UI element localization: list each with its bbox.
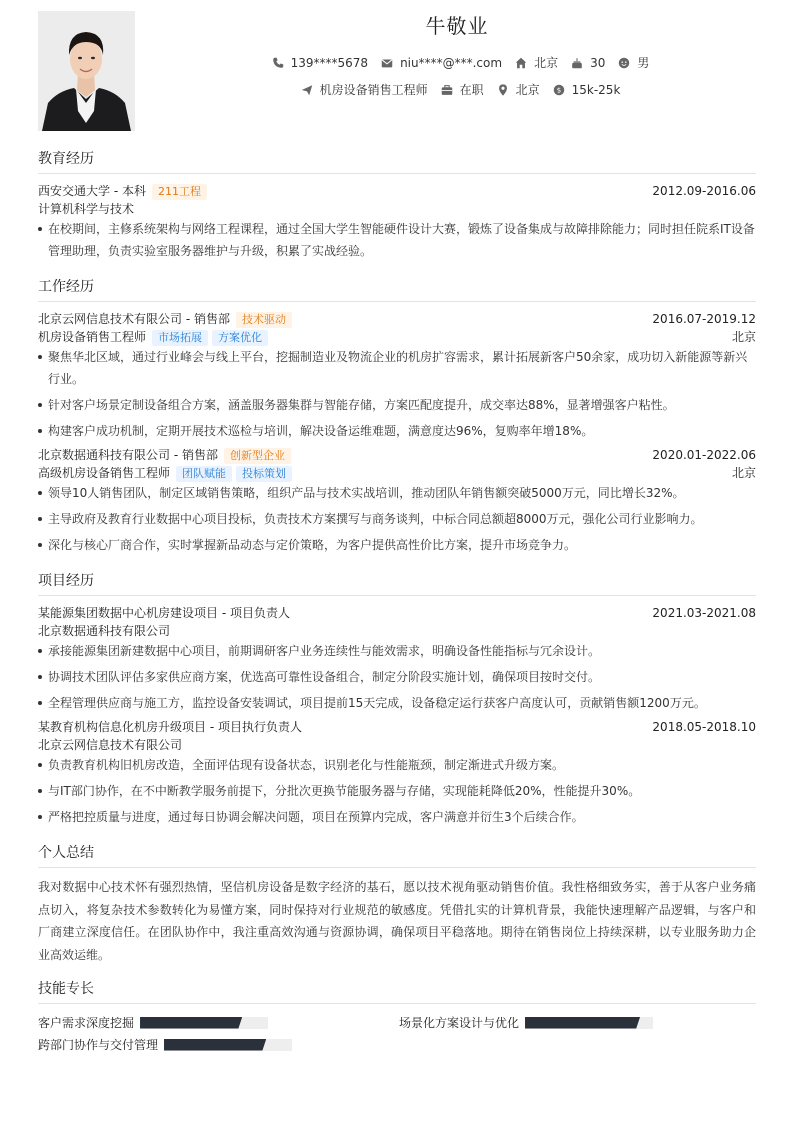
education-head [38, 182, 756, 200]
profile-photo [38, 11, 135, 131]
status-text: 在职 [459, 83, 484, 97]
job-date: 2016.07-2019.12 [652, 311, 756, 326]
major-text: 计算机科学与技术 [38, 201, 135, 216]
job-location: 北京 [731, 329, 756, 344]
list-item: 在校期间，主修系统架构与网络工程课程，通过全国大学生智能硬件设计大赛，锻炼了设备集成与故障排除能力；同时担任院系IT设备管理助理，负责实验室服务器维护与升级，积累了实战经验。 [38, 218, 756, 262]
project-name-line: 某能源集团数据中心机房建设项目 - 项目负责人 [38, 605, 290, 620]
gender-info [617, 54, 649, 71]
role-tag: 团队赋能 [176, 466, 232, 482]
project-entry [38, 718, 756, 828]
job-bullets [38, 346, 756, 442]
list-item: 承接能源集团新建数据中心项目，前期调研客户业务连续性与能效需求，明确设备性能指标与冗余设计。 [38, 640, 756, 662]
list-item: 聚焦华北区域，通过行业峰会与线上平台，挖掘制造业及物流企业的机房扩容需求，累计拓展新客户50余家，成功切入新能源等新兴行业。 [38, 346, 756, 390]
project-company: 北京数据通科技有限公司 [38, 623, 171, 638]
gender-text: 男 [637, 56, 650, 70]
city-info [496, 81, 540, 98]
role-tag: 市场拓展 [152, 330, 208, 346]
school-tag: 211工程 [152, 184, 207, 200]
candidate-name: 牛敬业 [425, 14, 489, 38]
project-head [38, 604, 756, 622]
job-role-row [38, 328, 756, 346]
contact-info-row [150, 54, 770, 71]
project-head [38, 718, 756, 736]
project-date: 2021.03-2021.08 [652, 605, 756, 620]
section-title: 教育经历 [38, 150, 756, 174]
project-name-line: 某教育机构信息化机房升级项目 - 项目执行负责人 [38, 719, 302, 734]
job-role-row [38, 464, 756, 482]
status-info [440, 81, 484, 98]
skill-item [399, 1014, 653, 1031]
project-bullets [38, 754, 756, 828]
list-item: 严格把控质量与进度，通过每日协调会解决问题，项目在预算内完成，客户满意并衍生3个后续合作。 [38, 806, 756, 828]
email-info [380, 56, 502, 70]
project-company: 北京云网信息技术有限公司 [38, 737, 183, 752]
list-item: 构建客户成功机制，定期开展技术巡检与培训，解决设备运维难题，满意度达96%，复购率年增18%。 [38, 420, 756, 442]
section-title: 工作经历 [38, 278, 756, 302]
project-bullets [38, 640, 756, 714]
school-line: 西安交通大学 - 本科 [38, 183, 146, 198]
education-section [38, 150, 756, 266]
job-date: 2020.01-2022.06 [652, 447, 756, 462]
salary-text: 15k-25k [571, 82, 621, 97]
skill-bar-fill [525, 1017, 640, 1029]
hometown-text: 北京 [534, 56, 559, 70]
phone-icon [271, 56, 285, 70]
education-bullets [38, 218, 756, 262]
smiley-icon [617, 56, 631, 70]
cake-icon [570, 56, 584, 70]
list-item: 深化与核心厂商合作，实时掌握新品动态与定价策略，为客户提供高性价比方案，提升市场竞争力。 [38, 534, 756, 556]
project-date: 2018.05-2018.10 [652, 719, 756, 734]
salary-info [552, 83, 621, 97]
city-text: 北京 [515, 83, 540, 97]
home-icon [514, 56, 528, 70]
education-date: 2012.09-2016.06 [652, 183, 756, 198]
education-major-row [38, 200, 756, 218]
work-section [38, 278, 756, 560]
role-text: 机房设备销售工程师 [38, 329, 147, 344]
job-head [38, 310, 756, 328]
project-company-row [38, 622, 756, 640]
company-line: 北京数据通科技有限公司 - 销售部 [38, 447, 218, 462]
skill-bar-fill [140, 1017, 242, 1029]
hometown-info [514, 54, 558, 71]
company-tag: 技术驱动 [236, 312, 292, 328]
job-head [38, 446, 756, 464]
skill-name: 场景化方案设计与优化 [399, 1016, 520, 1030]
skill-name: 客户需求深度挖掘 [38, 1016, 135, 1030]
list-item: 领导10人销售团队，制定区域销售策略，组织产品与技术实战培训，推动团队年销售额突破5000万元，同比增长32%。 [38, 482, 756, 504]
skill-bar [525, 1017, 653, 1029]
person-portrait-icon [38, 11, 135, 131]
company-tag: 创新型企业 [224, 448, 291, 464]
position-text: 机房设备销售工程师 [319, 83, 428, 97]
list-item: 协调技术团队评估多家供应商方案，优选高可靠性设备组合，制定分阶段实施计划，确保项目按时交付。 [38, 666, 756, 688]
age-info [570, 56, 605, 70]
section-title: 项目经历 [38, 572, 756, 596]
list-item: 与IT部门协作，在不中断教学服务前提下，分批次更换节能服务器与存储，实现能耗降低20%，性能提升30%。 [38, 780, 756, 802]
skills-list [38, 1012, 756, 1058]
location-pin-icon [496, 83, 510, 97]
send-icon [300, 83, 314, 97]
job-entry [38, 310, 756, 442]
role-text: 高级机房设备销售工程师 [38, 465, 171, 480]
job-intention-row [150, 81, 770, 98]
email-text: niu****@***.com [400, 55, 503, 70]
section-title: 技能专长 [38, 980, 756, 1004]
money-icon [552, 83, 566, 97]
job-bullets [38, 482, 756, 556]
skill-bar [164, 1039, 292, 1051]
projects-section [38, 572, 756, 832]
job-location: 北京 [731, 465, 756, 480]
skill-item [38, 1036, 292, 1053]
skill-name: 跨部门协作与交付管理 [38, 1038, 159, 1052]
summary-section [38, 844, 756, 966]
skills-section [38, 980, 756, 1058]
project-entry [38, 604, 756, 714]
skill-item [38, 1014, 268, 1031]
briefcase-icon [440, 83, 454, 97]
list-item: 负责教育机构旧机房改造，全面评估现有设备状态，识别老化与性能瓶颈，制定渐进式升级方案。 [38, 754, 756, 776]
svg-text:$: $ [556, 86, 561, 95]
role-tag: 方案优化 [212, 330, 268, 346]
role-tag: 投标策划 [236, 466, 292, 482]
list-item: 针对客户场景定制设备组合方案，涵盖服务器集群与智能存储，方案匹配度提升，成交率达88%，显著增强客户粘性。 [38, 394, 756, 416]
phone-text: 139****5678 [290, 55, 369, 70]
list-item: 主导政府及教育行业数据中心项目投标，负责技术方案撰写与商务谈判，中标合同总额超8000万元，强化公司行业影响力。 [38, 508, 756, 530]
summary-text: 我对数据中心技术怀有强烈热情，坚信机房设备是数字经济的基石，愿以技术视角驱动销售价值。我性格细致务实，善于从客户业务痛点切入，将复杂技术参数转化为易懂方案，同时保持对行业规范的敏感度。凭借扎实的计算机背景，我能快速理解产品逻辑，与客户和厂商建立深度信任。在团队协作中，我注重高效沟通与资源协调，确保项目平稳落地。期待在销售岗位上持续深耕，以专业服务助力企业高效运维。 [38, 880, 756, 962]
skill-bar [140, 1017, 268, 1029]
age-text: 30 [590, 55, 606, 70]
list-item: 全程管理供应商与施工方，监控设备安装调试，项目提前15天完成，设备稳定运行获客户高度认可，贡献销售额1200万元。 [38, 692, 756, 714]
job-entry [38, 446, 756, 556]
envelope-icon [380, 56, 394, 70]
skill-bar-fill [164, 1039, 266, 1051]
phone-info [271, 56, 368, 70]
position-info [300, 81, 428, 98]
project-company-row [38, 736, 756, 754]
section-title: 个人总结 [38, 844, 756, 868]
company-line: 北京云网信息技术有限公司 - 销售部 [38, 311, 230, 326]
